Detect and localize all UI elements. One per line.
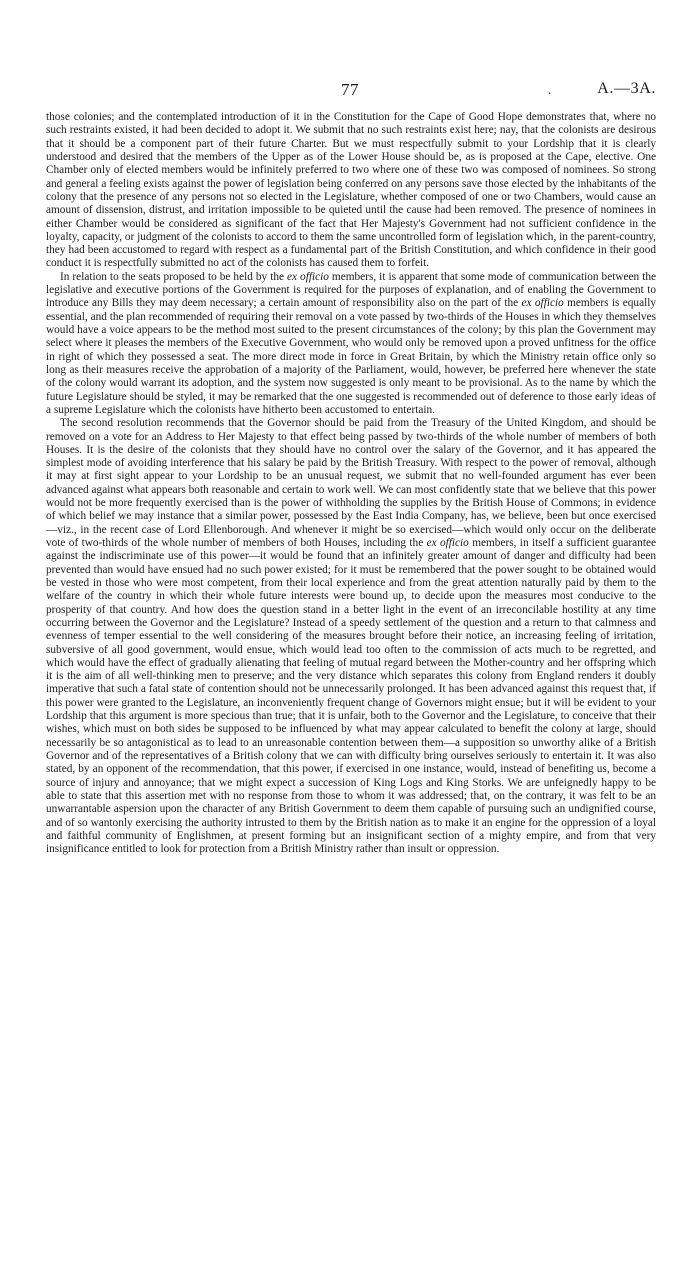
text-run: members is equally essential, and the plan recommended of requiring their removal on a vote passed by two-thirds of the Houses in which they themselves would have a voice appears to be the method most suited to the present circumstances of the colony; by this plan the Government may select where it pleases the members of the Executive Government, who would only be removed upon a proved unfitness for the office in right of which they possessed a seat. The more direct mode in force in Great Britain, by which the Ministry retain office only so long as their measures receive the approbation of a majority of the Parliament, would, however, be preferred here whenever the state of the colony would warrant its adoption, and the system now suggested is only meant to be provisional. As to the name by which the future Legislature should be styled, it may be remarked that the one suggested is recommended out of deference to those early ideas of a supreme Legislature which the colonists have hitherto been accustomed to entertain.	[46, 297, 657, 416]
header-dot: .	[548, 82, 552, 97]
italic-text-run: ex officio	[426, 537, 469, 549]
text-run: In relation to the seats proposed to be held by the	[60, 270, 288, 283]
paragraph	[46, 271, 656, 417]
page-number: 77	[341, 80, 359, 99]
document-reference: A.—3A.	[597, 80, 656, 97]
paragraph	[46, 417, 656, 856]
body-text	[46, 111, 656, 857]
italic-text-run: ex officio	[287, 270, 329, 283]
text-run: those colonies; and the contemplated introduction of it in the Constitution for the Cape of Good Hope demonstrates that, where no such restraints existed, it had been decided to adopt it. We submit that no such restraints exist here; nay, that the colonists are desirous that it should be a component part of their future Charter. But we must respectfully submit to your Lordship that it is clearly understood and desired that the members of the Upper as of the Lower House should be, as is proposed at the Cape, elective. One Chamber only of elected members would be infinitely preferred to two where one of these two was composed of nominees. So strong and general a feeling exists against the power of legislation being conferred on any persons save those elected by the inhabitants of the colony that the presence of any persons not so elected in the Legislature, whether composed of one or two Chambers, would cause an amount of dissension, distrust, and irritation impossible to be quieted until the cause had been removed. The presence of nominees in either Chamber would be considered as significant of the fact that Her Majesty's Government had not sufficient confidence in the loyalty, capacity, or judgment of the colonists to accord to them the same uncontrolled form of legislation which, in the parent-country, they had been accustomed to regard with respect as a fundamental part of the British Constitution, and which confidence in their good conduct it is respectfully submitted no act of the colonists has caused them to forfeit.	[46, 111, 656, 270]
text-run: members, it is apparent that some mode of communication between the legislative and executive portions of the Government is required for the purposes of explanation, and of enabling the Government to introduce any Bills they may deem necessary; a certain amount of responsibility also on the part of the	[46, 270, 656, 310]
page-header	[44, 80, 656, 102]
text-run: The second resolution recommends that the Governor should be paid from the Treasury of the United Kingdom, and should be removed on a vote for an Address to Her Majesty to that effect being passed by two-thirds of the whole number of members of both Houses. It is the desire of the colonists that they should have no control over the salary of the Governor, and it has appeared the simplest mode of avoiding interference that his salary be paid by the British Treasury. With respect to the power of removal, although it may at first sight appear to your Lordship to be an unusual request, we submit that no well-founded argument has ever been advanced against what appears both reasonable and certain to work well. We can most confidently state that we believe that this power would not be more frequently exercised than is the power of withholding the supplies by the British House of Commons; in evidence of which belief we may instance that a similar power, possessed by the East India Company, has, we believe, been but once exercised—viz., in the recent case of Lord Ellenborough. And whenever it might be so exercised—which would only occur on the deliberate vote of two-thirds of the whole number of members of both Houses, including the	[46, 417, 656, 549]
text-run: members, in itself a sufficient guarantee against the indiscriminate use of this power—it would be found that an infinitely greater amount of danger and difficulty had been prevented than would have ensued had no such power existed; for it must be remembered that the power sought to be obtained would be vested in those who were most competent, from their local experience and from the great attention naturally paid by them to the welfare of the country in which their whole future interests were bound up, to decide upon the measures most conducive to the prosperity of that country. And how does the question stand in a better light in the event of an irreconcilable hostility at any time occurring between the Governor and the Legislature? Instead of a speedy settlement of the question and a return to that calmness and evenness of temper essential to the well considering of the measures brought before their notice, an increasing feeling of irritation, subversive of all good government, would ensue, which would lead too often to the commission of acts much to be regretted, and which would have the effect of gradually alienating that feeling of mutual regard between the Mother-country and her offspring which it is the aim of all well-thinking men to preserve; and the very distance which separates this colony from England renders it doubly imperative that such a fatal state of contention should not be unnecessarily prolonged. It has been advanced against this request that, if this power were granted to the Legislature, an inconveniently frequent change of Governors might ensue; but it will be evident to your Lordship that this argument is more specious than true; that it is unfair, both to the Governor and the Legislature, to conceive that their wishes, which must on both sides be supposed to be influenced by what may appear calculated to benefit the colony at large, should necessarily be so antagonistical as to lead to an unreasonable contention between them—a supposition so unworthy alike of a British Governor and of the representatives of a British colony that we can with difficulty bring ourselves seriously to entertain it. It was also stated, by an opponent of the recommendation, that this power, if exercised in one instance, would, instead of benefiting us, become a source of injury and annoyance; that we might expect a succession of King Logs and King Storks. We are unfeignedly happy to be able to state that this assertion met with no response from those to whom it was addressed; that, on the contrary, it was felt to be an unwarrantable aspersion upon the character of any British Government to deem them capable of pursuing such an undignified course, and of so wantonly exercising the authority intrusted to them by the British nation as to make it an engine for the oppression of a loyal and faithful community of Englishmen, at present forming but an insignificant section of a mighty empire, and from that very insignificance entitled to look for protection from a British Ministry rather than insult or oppression.	[46, 537, 656, 856]
paragraph	[46, 111, 656, 271]
italic-text-run: ex officio	[521, 297, 564, 310]
